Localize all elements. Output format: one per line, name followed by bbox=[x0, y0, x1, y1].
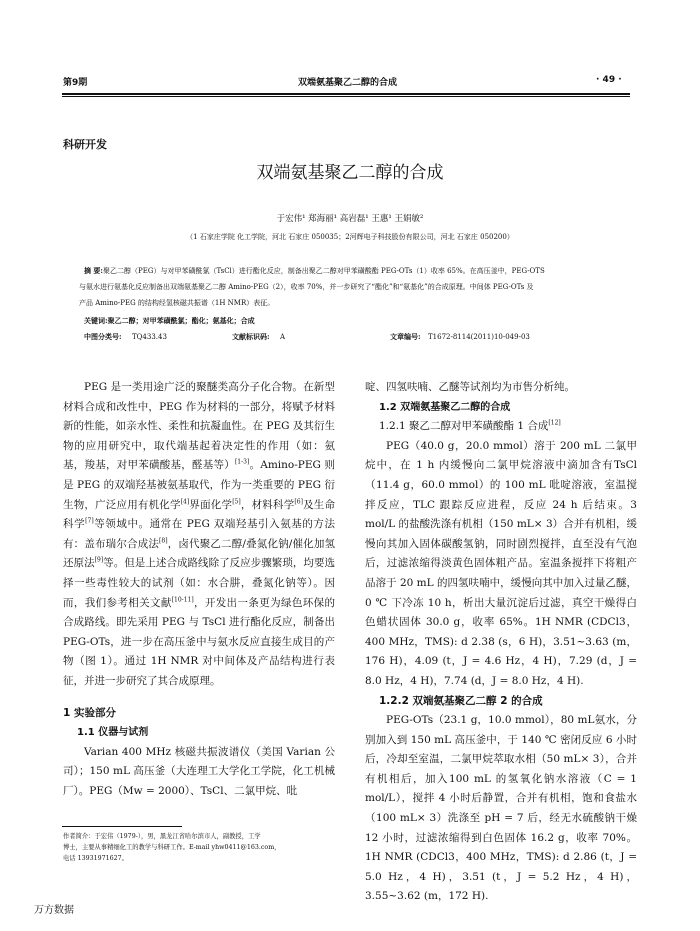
doc-code: A bbox=[280, 333, 286, 341]
subsubsection-heading-1: 1.2.1 聚乙二醇对甲苯磺酸酯 1 合成[12] bbox=[379, 419, 561, 433]
doc-code-label: 文献标识码: bbox=[232, 332, 270, 341]
synthesis-1-paragraph: PEG（40.0 g，20.0 mmol）溶于 200 mL 二氯甲烷中，在 1 h 内缓慢向二氯甲烷溶液中滴加含有TsCl（11.4 g，60.0 mmol）的 100 mL 吡啶溶液，室温搅拌反应，TLC 跟踪反应进程，反应 24 h 后结束。3 mol/L 的盐酸洗涤有机相（150 mL× 3）合并有机相，缓慢向其加入固体碳酸氢钠，同时剧烈搅拌，直至没有气泡后，过滤浓缩得淡黄色固体粗产品。室温条搅拌下将粗产品溶于 20 mL 的四氢呋喃中，缓慢向其中加入过量乙醚，0 ℃ 下冷冻 10 h，析出大量沉淀后过滤，真空干燥得白色蜡状固体 30.0 g，收率 65%。1H NMR (CDCl3，400 MHz，TMS): d 2.38 (s，6 H)，3.51~3.63 (m，176 H)，4.09 (t，J = 4.6 Hz，4 H)，7.29 (d，J = 8.0 Hz，4 H)，7.74 (d，J = 8.0 Hz，4 H). bbox=[365, 439, 637, 687]
running-title: 双端氨基聚乙二醇的合成 bbox=[298, 78, 398, 88]
left-column bbox=[63, 378, 335, 801]
section-label: 科研开发 bbox=[63, 138, 107, 151]
issue-number: 第9期 bbox=[63, 78, 88, 88]
abstract-label: 摘 要: bbox=[84, 266, 104, 275]
right-column bbox=[365, 378, 637, 907]
instruments-paragraph: Varian 400 MHz 核磁共振波谱仪（美国 Varian 公司）；150 mL 高压釜（大连理工大学化工学院，化工机械厂）。PEG（Mw = 2000）、TsCl、二氯甲烷、吡 bbox=[63, 745, 335, 797]
article-no-label: 文章编号: bbox=[390, 332, 421, 341]
article-no: T1672-8114(2011)10-049-03 bbox=[428, 333, 530, 341]
keywords-label: 关键词: bbox=[84, 316, 108, 325]
reagents-continued: 啶、四氢呋喃、乙醚等试剂均为市售分析纯。 bbox=[365, 381, 575, 393]
clc-label: 中图分类号: bbox=[84, 332, 122, 341]
watermark: 万方数据 bbox=[34, 905, 74, 916]
header-rule bbox=[62, 93, 630, 95]
affiliations: （1 石家庄学院 化工学院，河北 石家庄 050035；2河辉电子科技股份有限公司，河北 石家庄 050200） bbox=[186, 233, 514, 241]
abstract-line2: 与氨水进行氨基化反应制备出双端氨基聚乙二醇 Amino-PEG（2），收率 70%，并一步研究了“酯化”和“氨基化”的合成原理。中间体 PEG-OTs 及 bbox=[79, 283, 534, 291]
footnote-rule bbox=[62, 826, 182, 827]
abstract-line3: 产品 Amino-PEG 的结构经氢核磁共振谱（1H NMR）表征。 bbox=[79, 299, 275, 307]
authors: 于宏伟¹ 郑海丽¹ 高岩磊¹ 王惠¹ 王娟敏² bbox=[276, 214, 424, 224]
subsection-heading: 1.1 仪器与试剂 bbox=[77, 727, 149, 739]
section-heading: 1 实验部分 bbox=[63, 706, 116, 719]
page-number: · 49 · bbox=[596, 75, 622, 85]
keywords: 聚乙二醇；对甲苯磺酰氯；酯化；氨基化；合成 bbox=[107, 316, 255, 325]
abstract-line1: 聚乙二醇（PEG）与对甲苯磺酰氯（TsCl）进行酯化反应，制备出聚乙二醇对甲苯磺酸酯 PEG-OTs（1）收率 65%。在高压釜中，PEG-OTS bbox=[103, 267, 545, 275]
footnote: 作者简介：于宏伟（1979-），男，黑龙江省哈尔滨市人，副教授，工学 博士，主要从事精细化工的教学与科研工作。E-mail yhw0411@163.com， 电话 13931971627。 bbox=[63, 833, 281, 862]
clc-code: TQ433.43 bbox=[132, 333, 167, 341]
header-rule-thin bbox=[62, 96, 630, 97]
article-title: 双端氨基聚乙二醇的合成 bbox=[256, 163, 444, 183]
synthesis-2-paragraph: PEG-OTs（23.1 g，10.0 mmol），80 mL氨水，分别加入到 150 mL 高压釜中，于 140 ℃ 密闭反应 6 小时后，冷却至室温，二氯甲烷萃取水相（50 mL× 3），合并有机相后，加入100 mL 的氢氧化钠水溶液（C = 1 mol/L），搅拌 4 小时后静置，合并有机相，饱和食盐水（100 mL× 3）洗涤至 pH = 7 后，经无水硫酸钠干燥 12 小时，过滤浓缩得到白色固体 16.2 g，收率 70%。1H NMR (CDCl3，400 MHz，TMS): d 2.86 (t，J = 5.0 Hz，4 H)，3.51 (t，J = 5.2 Hz，4 H)，3.55~3.62 (m，172 H). bbox=[365, 714, 637, 903]
abstract bbox=[79, 263, 632, 345]
intro-paragraph: PEG 是一类用途广泛的聚醚类高分子化合物。在新型材料合成和改性中，PEG 作为材料的一部分，将赋予材料新的性能，如亲水性、柔性和抗凝血性。在 PEG 及其衍生物的应用研究中，取代端基起着决定性的作用（如：氨基，羧基，对甲苯磺酸基，醛基等）[1-3]。Amino-PEG 则是 PEG 的双端羟基被氨基取代，作为一类重要的 PEG 衍生物，广泛应用有机化学[4]界面化学[5]，材料科学[6]及生命科学[7]等领域中。通常在 PEG 双端羟基引入氨基的方法有：盖布瑞尔合成法[8]，卤代聚乙二醇/叠氮化钠/催化加氢还原法[9]等。但是上述合成路线除了反应步骤繁琐，均要选择一些毒性较大的试剂（如：水合肼，叠氮化钠等）。因而，我们参考相关文献[10-11]，开发出一条更为绿色环保的合成路线。即先采用 PEG 与 TsCl 进行酯化反应，制备出 PEG-OTs，进一步在高压釜中与氨水反应直接生成目的产物（图 1）。通过 1H NMR 对中间体及产品结构进行表征，并进一步研究了其合成原理。 bbox=[63, 381, 336, 687]
subsection-heading-synthesis: 1.2 双端氨基聚乙二醇的合成 bbox=[379, 401, 511, 413]
subsubsection-heading-2: 1.2.2 双端氨基聚乙二醇 2 的合成 bbox=[379, 694, 543, 707]
